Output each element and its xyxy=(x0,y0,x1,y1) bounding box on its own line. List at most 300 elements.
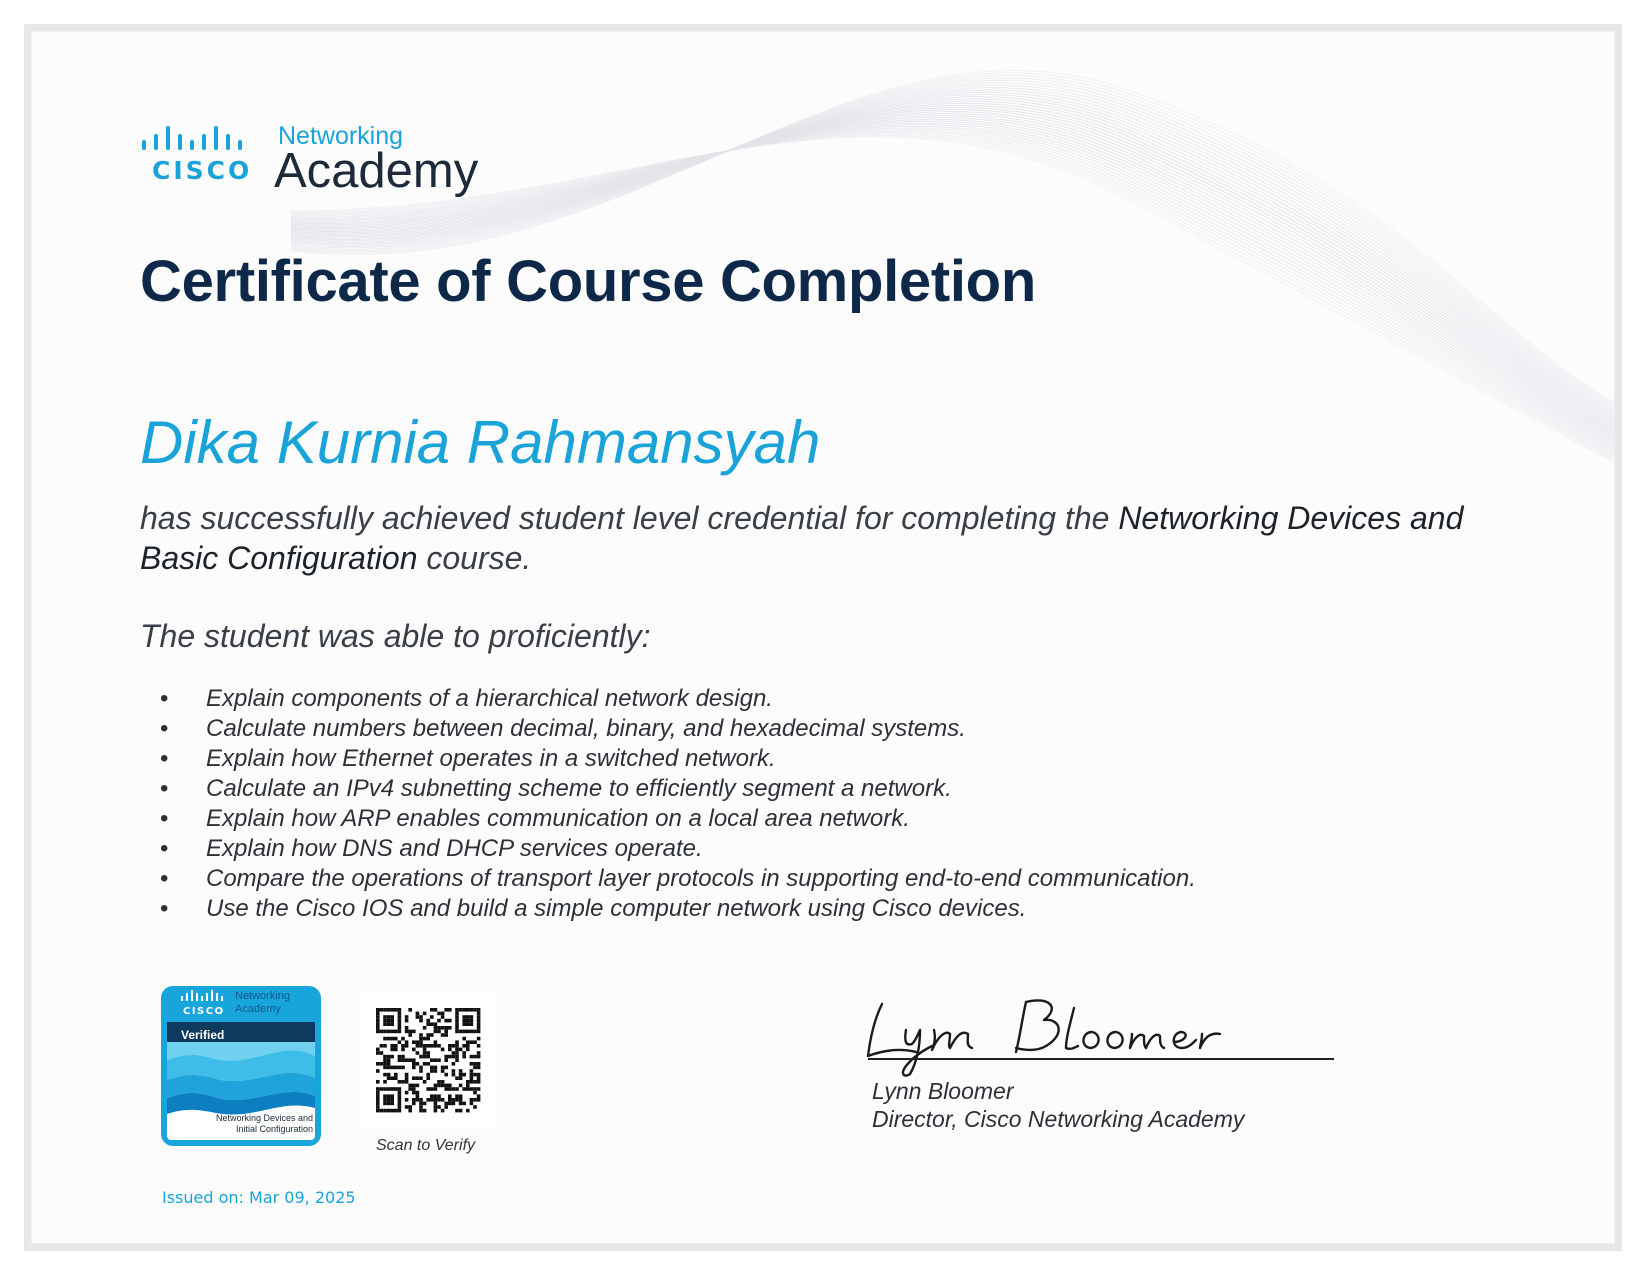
qr-module xyxy=(459,1073,463,1077)
qr-module xyxy=(426,1073,430,1077)
qr-module xyxy=(426,1055,430,1059)
qr-module xyxy=(441,1066,445,1070)
qr-module xyxy=(470,1022,474,1026)
qr-module xyxy=(430,1087,434,1091)
signatory-name: Lynn Bloomer xyxy=(872,1078,1014,1104)
qr-module xyxy=(398,1019,402,1023)
badge-course-line: Initial Configuration xyxy=(235,1124,313,1134)
qr-module xyxy=(430,1066,434,1070)
statement-suffix: course. xyxy=(417,540,532,576)
qr-module xyxy=(444,1102,448,1106)
qr-module xyxy=(376,1062,380,1066)
skills-lead: The student was able to proficiently: xyxy=(140,618,651,654)
qr-module xyxy=(383,1037,387,1041)
qr-module xyxy=(470,1030,474,1034)
qr-module xyxy=(401,1044,405,1048)
qr-module xyxy=(434,1040,438,1044)
qr-module xyxy=(383,1055,387,1059)
qr-module xyxy=(394,1076,398,1080)
qr-module xyxy=(383,1109,387,1113)
qr-module xyxy=(419,1109,423,1113)
qr-module xyxy=(470,1015,474,1019)
qr-module xyxy=(444,1058,448,1062)
qr-module xyxy=(473,1080,477,1084)
qr-module xyxy=(398,1055,402,1059)
qr-module xyxy=(387,1008,391,1012)
qr-module xyxy=(390,1044,394,1048)
qr-module xyxy=(437,1012,441,1016)
skill-text: Explain how ARP enables communication on a local area network. xyxy=(206,805,910,832)
logo-networking-text: Networking xyxy=(278,122,404,150)
qr-module xyxy=(441,1069,445,1073)
qr-module xyxy=(437,1094,441,1098)
qr-module xyxy=(423,1051,427,1055)
qr-module xyxy=(430,1015,434,1019)
qr-module xyxy=(444,1008,448,1012)
qr-module xyxy=(426,1051,430,1055)
qr-module xyxy=(473,1087,477,1091)
qr-module xyxy=(470,1073,474,1077)
qr-module xyxy=(466,1080,470,1084)
qr-module xyxy=(477,1087,481,1091)
cisco-bars-icon xyxy=(142,126,252,158)
qr-module xyxy=(408,1105,412,1109)
qr-module xyxy=(383,1102,387,1106)
qr-module xyxy=(412,1040,416,1044)
qr-module xyxy=(423,1037,427,1041)
qr-module xyxy=(477,1051,481,1055)
qr-module xyxy=(426,1062,430,1066)
qr-module xyxy=(430,1008,434,1012)
qr-module xyxy=(455,1026,459,1030)
qr-module xyxy=(416,1062,420,1066)
qr-code-icon[interactable] xyxy=(360,992,496,1128)
qr-module xyxy=(477,1055,481,1059)
qr-module xyxy=(448,1026,452,1030)
qr-module xyxy=(387,1076,391,1080)
qr-module xyxy=(437,1105,441,1109)
qr-module xyxy=(459,1102,463,1106)
qr-module xyxy=(455,1076,459,1080)
qr-module xyxy=(390,1022,394,1026)
qr-module xyxy=(416,1015,420,1019)
qr-module xyxy=(412,1091,416,1095)
qr-module xyxy=(477,1098,481,1102)
qr-module xyxy=(416,1098,420,1102)
qr-module xyxy=(412,1076,416,1080)
qr-module xyxy=(477,1080,481,1084)
qr-module xyxy=(387,1098,391,1102)
qr-module xyxy=(437,1098,441,1102)
qr-module xyxy=(434,1102,438,1106)
verified-badge[interactable] xyxy=(161,986,321,1146)
qr-module xyxy=(426,1087,430,1091)
qr-module xyxy=(390,1055,394,1059)
qr-module xyxy=(455,1015,459,1019)
qr-module xyxy=(466,1087,470,1091)
qr-module xyxy=(452,1102,456,1106)
qr-module xyxy=(470,1055,474,1059)
qr-module xyxy=(405,1040,409,1044)
qr-module xyxy=(473,1055,477,1059)
qr-module xyxy=(376,1102,380,1106)
qr-module xyxy=(473,1062,477,1066)
qr-module xyxy=(444,1084,448,1088)
qr-module xyxy=(416,1091,420,1095)
qr-module xyxy=(416,1044,420,1048)
qr-module xyxy=(405,1044,409,1048)
qr-module xyxy=(462,1044,466,1048)
qr-module xyxy=(398,1040,402,1044)
handwritten-signature xyxy=(860,990,1260,1080)
qr-module xyxy=(459,1084,463,1088)
qr-module xyxy=(437,1044,441,1048)
qr-module xyxy=(470,1040,474,1044)
qr-module xyxy=(452,1069,456,1073)
badge-course-name xyxy=(173,1113,313,1135)
qr-module xyxy=(455,1058,459,1062)
qr-module xyxy=(412,1058,416,1062)
qr-module xyxy=(376,1109,380,1113)
bullet-icon: • xyxy=(160,715,169,742)
qr-module xyxy=(423,1044,427,1048)
skill-text: Calculate numbers between decimal, binary, and hexadecimal systems. xyxy=(206,715,966,742)
qr-module xyxy=(405,1026,409,1030)
qr-module xyxy=(405,1015,409,1019)
qr-module xyxy=(455,1048,459,1052)
qr-module xyxy=(473,1040,477,1044)
qr-module xyxy=(380,1062,384,1066)
qr-module xyxy=(401,1058,405,1062)
qr-module xyxy=(444,1087,448,1091)
bullet-icon: • xyxy=(160,835,169,862)
qr-module xyxy=(477,1008,481,1012)
qr-module xyxy=(401,1055,405,1059)
qr-module xyxy=(434,1026,438,1030)
qr-module xyxy=(380,1087,384,1091)
qr-module xyxy=(470,1069,474,1073)
badge-program-text: Networking Academy xyxy=(235,990,291,1015)
qr-module xyxy=(466,1008,470,1012)
qr-module xyxy=(419,1019,423,1023)
qr-module xyxy=(466,1044,470,1048)
qr-module xyxy=(401,1066,405,1070)
qr-module xyxy=(398,1058,402,1062)
qr-module xyxy=(466,1084,470,1088)
skill-text: Explain how Ethernet operates in a switched network. xyxy=(206,745,776,772)
qr-module xyxy=(419,1102,423,1106)
qr-module xyxy=(416,1076,420,1080)
skill-item xyxy=(160,774,1196,804)
qr-module xyxy=(423,1080,427,1084)
qr-module xyxy=(455,1087,459,1091)
qr-module xyxy=(441,1084,445,1088)
qr-module xyxy=(376,1012,380,1016)
qr-module xyxy=(466,1019,470,1023)
qr-module xyxy=(462,1055,466,1059)
qr-module xyxy=(387,1037,391,1041)
qr-module xyxy=(430,1022,434,1026)
qr-module xyxy=(462,1015,466,1019)
qr-module xyxy=(398,1094,402,1098)
qr-module xyxy=(452,1044,456,1048)
qr-module xyxy=(398,1066,402,1070)
qr-module xyxy=(462,1019,466,1023)
qr-module xyxy=(473,1008,477,1012)
qr-module xyxy=(387,1030,391,1034)
qr-module xyxy=(434,1087,438,1091)
qr-module xyxy=(376,1098,380,1102)
qr-module xyxy=(466,1030,470,1034)
qr-module xyxy=(376,1022,380,1026)
qr-module xyxy=(444,1066,448,1070)
qr-module xyxy=(380,1051,384,1055)
qr-module xyxy=(419,1015,423,1019)
qr-module xyxy=(434,1069,438,1073)
qr-module xyxy=(376,1069,380,1073)
qr-module xyxy=(390,1015,394,1019)
skill-item xyxy=(160,744,1196,774)
qr-module xyxy=(448,1048,452,1052)
qr-module xyxy=(390,1098,394,1102)
qr-module xyxy=(398,1098,402,1102)
qr-module xyxy=(387,1102,391,1106)
bullet-icon: • xyxy=(160,895,169,922)
qr-module xyxy=(387,1087,391,1091)
qr-module xyxy=(376,1026,380,1030)
qr-module xyxy=(416,1084,420,1088)
qr-module xyxy=(405,1019,409,1023)
qr-module xyxy=(473,1105,477,1109)
qr-module xyxy=(398,1012,402,1016)
qr-module xyxy=(477,1015,481,1019)
qr-module xyxy=(380,1008,384,1012)
qr-module xyxy=(412,1030,416,1034)
qr-module xyxy=(387,1066,391,1070)
course-name: Networking Devices and Basic Configuration xyxy=(140,500,1464,576)
qr-module xyxy=(426,1019,430,1023)
qr-module xyxy=(426,1044,430,1048)
qr-module xyxy=(477,1094,481,1098)
qr-module xyxy=(383,1030,387,1034)
qr-module xyxy=(419,1066,423,1070)
qr-module xyxy=(419,1069,423,1073)
qr-module xyxy=(419,1055,423,1059)
qr-module xyxy=(383,1008,387,1012)
qr-module xyxy=(448,1019,452,1023)
certificate-title: Certificate of Course Completion xyxy=(140,249,1036,314)
qr-module xyxy=(448,1008,452,1012)
qr-module xyxy=(394,1037,398,1041)
cisco-wordmark: CISCO xyxy=(152,156,253,185)
qr-module xyxy=(423,1012,427,1016)
bullet-icon: • xyxy=(160,775,169,802)
qr-module xyxy=(462,1037,466,1041)
qr-module xyxy=(419,1033,423,1037)
qr-module xyxy=(459,1048,463,1052)
qr-module xyxy=(387,1094,391,1098)
qr-module xyxy=(430,1033,434,1037)
qr-module xyxy=(383,1087,387,1091)
qr-module xyxy=(390,1066,394,1070)
qr-module xyxy=(416,1040,420,1044)
qr-module xyxy=(426,1076,430,1080)
qr-module xyxy=(390,1037,394,1041)
qr-module xyxy=(434,1084,438,1088)
qr-module xyxy=(405,1091,409,1095)
qr-module xyxy=(437,1026,441,1030)
qr-module xyxy=(477,1073,481,1077)
qr-module xyxy=(470,1008,474,1012)
qr-module xyxy=(387,1022,391,1026)
qr-module xyxy=(398,1109,402,1113)
qr-module xyxy=(419,1037,423,1041)
qr-module xyxy=(441,1033,445,1037)
qr-module xyxy=(383,1022,387,1026)
skill-item xyxy=(160,894,1196,924)
qr-module xyxy=(477,1026,481,1030)
qr-module xyxy=(398,1102,402,1106)
qr-module xyxy=(408,1084,412,1088)
qr-module xyxy=(448,1055,452,1059)
qr-module xyxy=(426,1098,430,1102)
qr-module xyxy=(398,1015,402,1019)
qr-module xyxy=(430,1094,434,1098)
qr-module xyxy=(444,1019,448,1023)
qr-module xyxy=(387,1058,391,1062)
qr-module xyxy=(441,1015,445,1019)
qr-module xyxy=(394,1030,398,1034)
qr-module xyxy=(398,1008,402,1012)
qr-module xyxy=(398,1087,402,1091)
qr-module xyxy=(390,1087,394,1091)
qr-module xyxy=(430,1058,434,1062)
logo-academy-text: Academy xyxy=(274,144,479,198)
qr-module xyxy=(470,1076,474,1080)
qr-module xyxy=(416,1094,420,1098)
qr-module xyxy=(383,1073,387,1077)
qr-module xyxy=(383,1080,387,1084)
signatory-title: Director, Cisco Networking Academy xyxy=(872,1106,1245,1132)
skill-text: Explain how DNS and DHCP services operate. xyxy=(206,835,703,862)
qr-module xyxy=(430,1044,434,1048)
qr-module xyxy=(473,1091,477,1095)
qr-module xyxy=(412,1084,416,1088)
qr-module xyxy=(419,1040,423,1044)
qr-module xyxy=(423,1102,427,1106)
qr-module xyxy=(412,1098,416,1102)
qr-module xyxy=(477,1012,481,1016)
badge-course-line: Networking Devices and xyxy=(215,1113,313,1123)
qr-module xyxy=(401,1037,405,1041)
qr-module xyxy=(383,1062,387,1066)
bullet-icon: • xyxy=(160,865,169,892)
qr-module xyxy=(376,1091,380,1095)
qr-module xyxy=(412,1102,416,1106)
qr-module xyxy=(477,1044,481,1048)
skill-item xyxy=(160,804,1196,834)
bullet-icon: • xyxy=(160,745,169,772)
qr-module xyxy=(434,1066,438,1070)
qr-module xyxy=(434,1098,438,1102)
skill-text: Use the Cisco IOS and build a simple computer network using Cisco devices. xyxy=(206,895,1027,922)
qr-module xyxy=(470,1098,474,1102)
qr-module xyxy=(462,1073,466,1077)
qr-module xyxy=(452,1073,456,1077)
qr-module xyxy=(387,1109,391,1113)
qr-module xyxy=(387,1055,391,1059)
qr-module xyxy=(434,1022,438,1026)
qr-module xyxy=(444,1026,448,1030)
qr-module xyxy=(387,1015,391,1019)
qr-module xyxy=(387,1062,391,1066)
qr-module xyxy=(473,1073,477,1077)
qr-module xyxy=(477,1030,481,1034)
qr-module xyxy=(444,1030,448,1034)
qr-module xyxy=(441,1109,445,1113)
qr-module xyxy=(376,1015,380,1019)
qr-module xyxy=(423,1026,427,1030)
qr-module xyxy=(477,1062,481,1066)
qr-module xyxy=(416,1051,420,1055)
qr-module xyxy=(448,1044,452,1048)
qr-module xyxy=(437,1084,441,1088)
statement-prefix: has successfully achieved student level credential for completing the xyxy=(140,500,1119,536)
qr-module xyxy=(444,1033,448,1037)
qr-module xyxy=(426,1022,430,1026)
qr-module xyxy=(477,1037,481,1041)
qr-module xyxy=(444,1105,448,1109)
qr-module xyxy=(452,1062,456,1066)
qr-module xyxy=(380,1109,384,1113)
qr-module xyxy=(444,1073,448,1077)
qr-module xyxy=(405,1058,409,1062)
qr-module xyxy=(430,1098,434,1102)
qr-module xyxy=(455,1051,459,1055)
qr-module xyxy=(376,1105,380,1109)
qr-module xyxy=(452,1051,456,1055)
qr-module xyxy=(434,1105,438,1109)
skill-item xyxy=(160,834,1196,864)
skill-text: Calculate an IPv4 subnetting scheme to efficiently segment a network. xyxy=(206,775,952,802)
qr-module xyxy=(390,1109,394,1113)
qr-module xyxy=(405,1030,409,1034)
qr-module xyxy=(466,1022,470,1026)
qr-module xyxy=(387,1019,391,1023)
qr-module xyxy=(390,1094,394,1098)
qr-module xyxy=(408,1058,412,1062)
qr-module xyxy=(412,1066,416,1070)
qr-module xyxy=(452,1055,456,1059)
qr-module xyxy=(470,1019,474,1023)
skills-list xyxy=(160,684,1196,924)
qr-module xyxy=(419,1105,423,1109)
qr-module xyxy=(455,1098,459,1102)
qr-module xyxy=(408,1008,412,1012)
qr-module xyxy=(459,1098,463,1102)
skill-item xyxy=(160,864,1196,894)
qr-module xyxy=(455,1022,459,1026)
qr-module xyxy=(477,1066,481,1070)
qr-module xyxy=(448,1094,452,1098)
qr-module xyxy=(394,1087,398,1091)
qr-module xyxy=(401,1080,405,1084)
qr-module xyxy=(412,1048,416,1052)
qr-module xyxy=(441,1098,445,1102)
qr-module xyxy=(376,1080,380,1084)
qr-module xyxy=(459,1030,463,1034)
skill-item xyxy=(160,714,1196,744)
